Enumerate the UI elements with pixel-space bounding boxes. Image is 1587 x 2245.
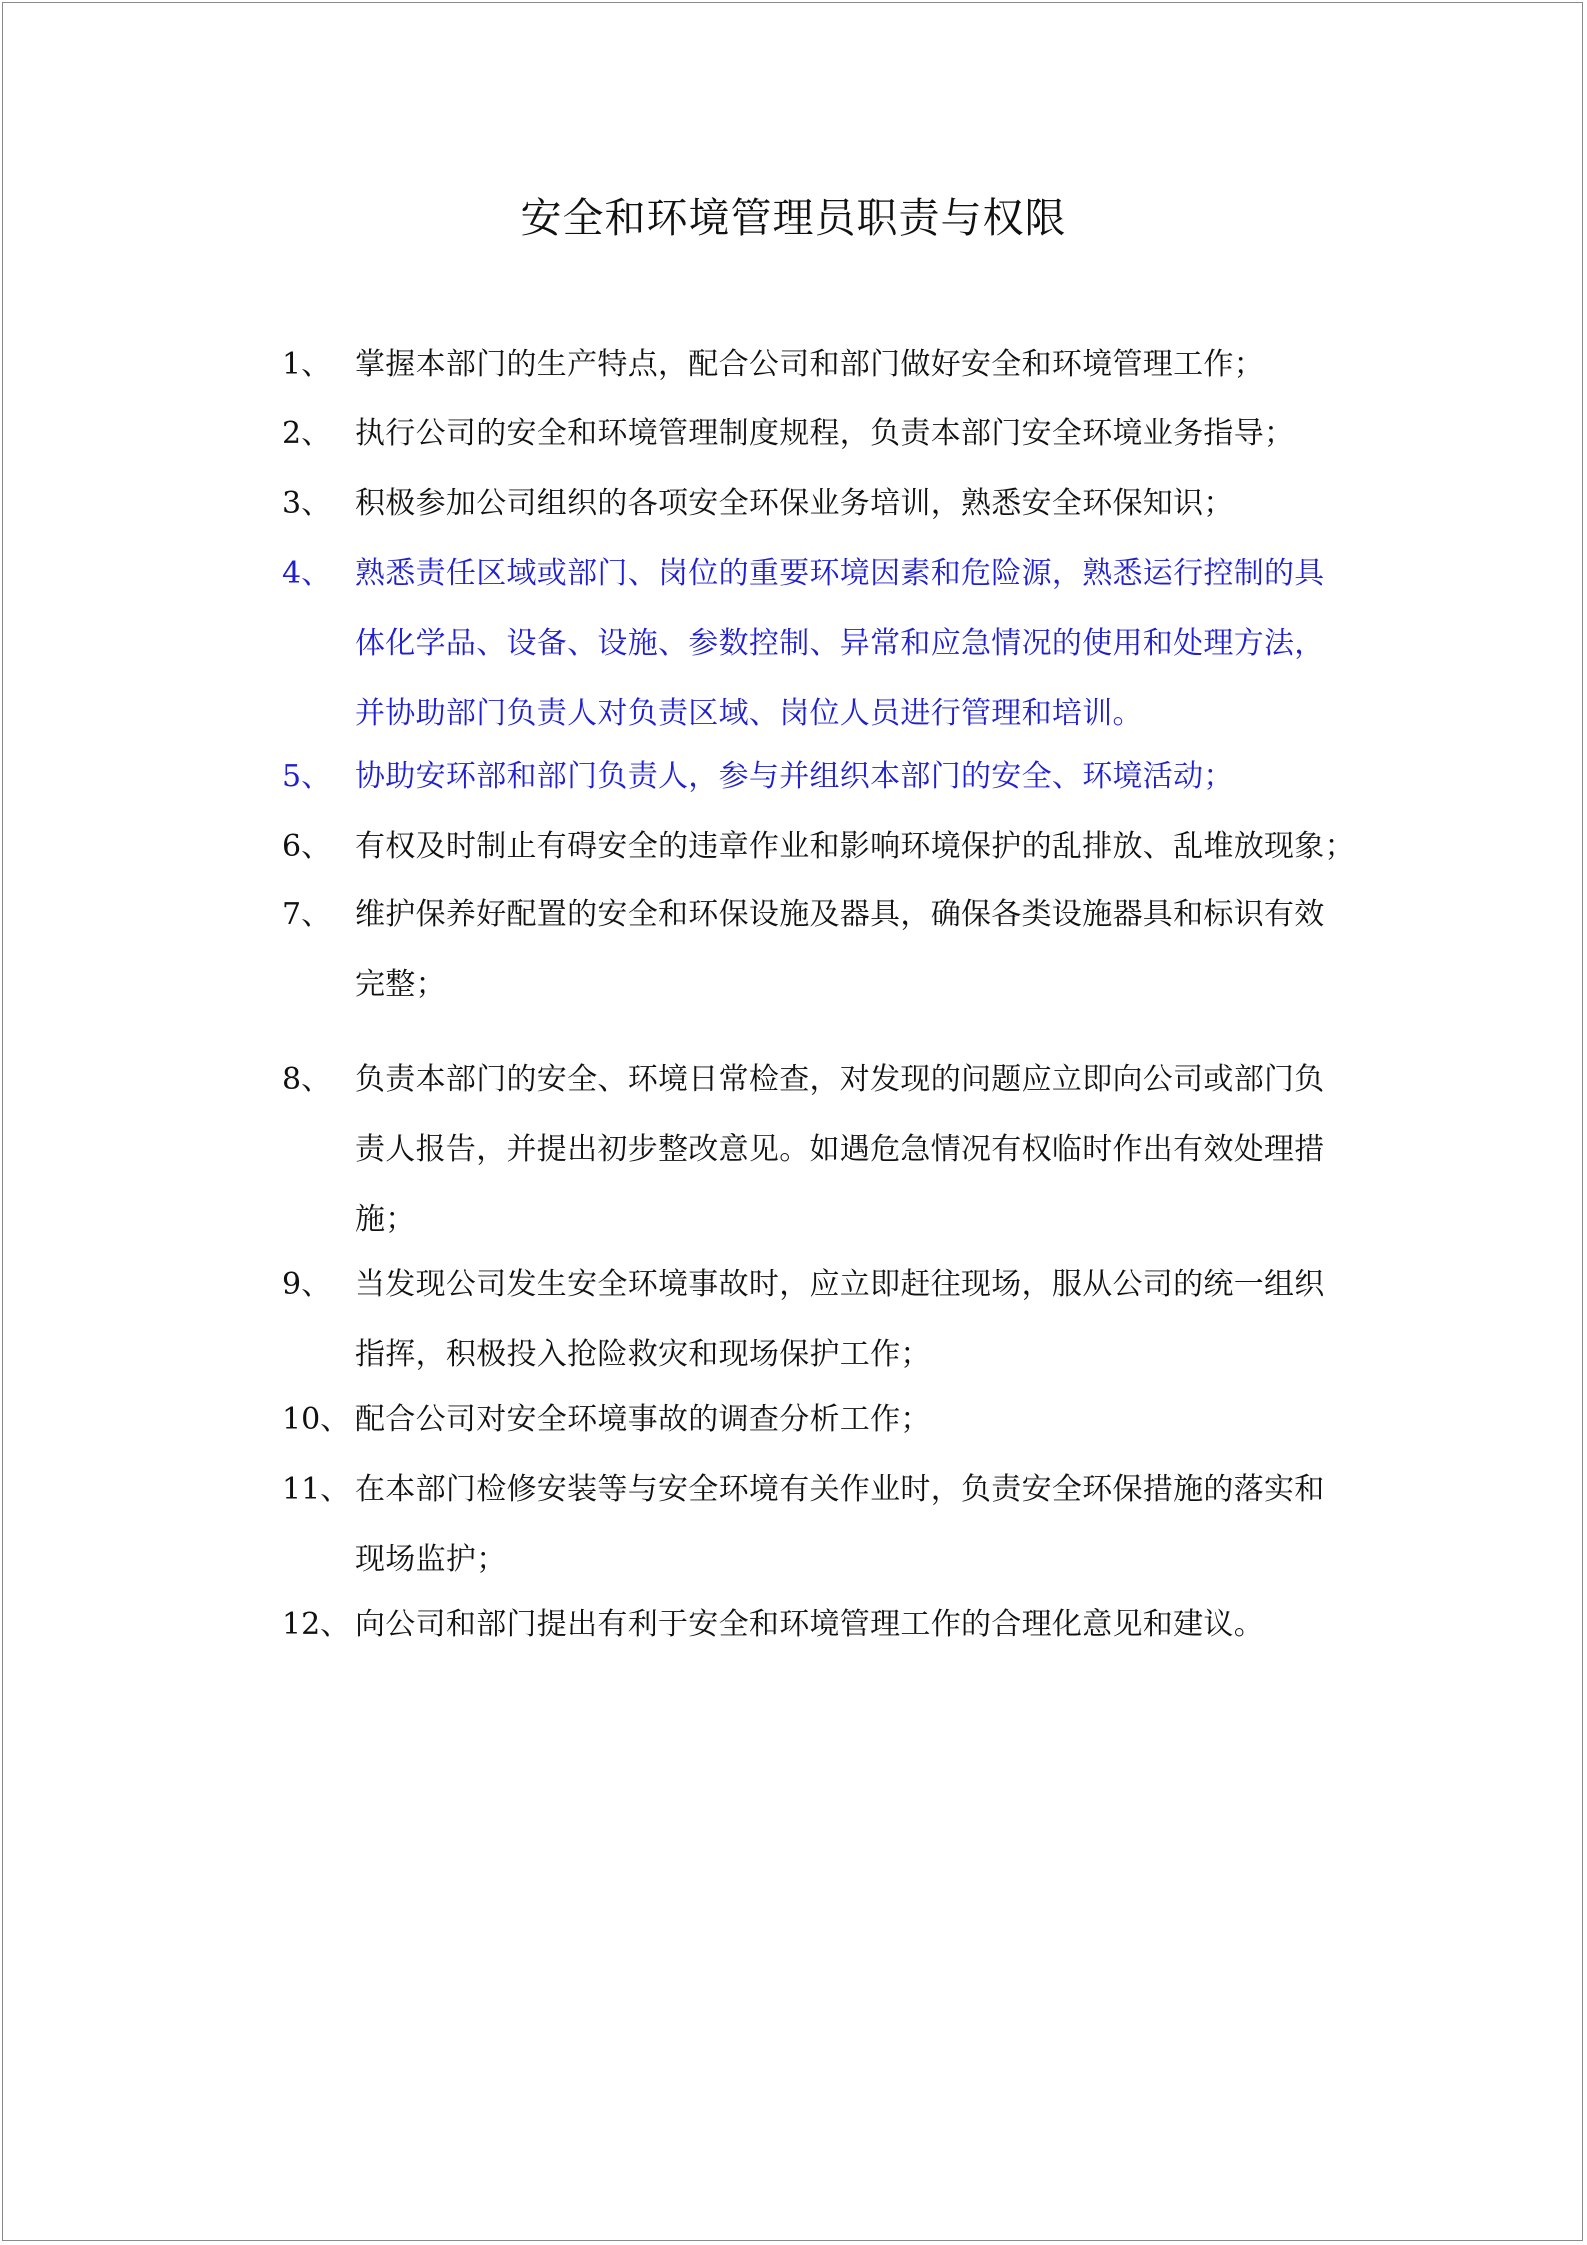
item-text-line: 当发现公司发生安全环境事故时，应立即赶往现场，服从公司的统一组织 xyxy=(355,1267,1325,1302)
item-number: 9、 xyxy=(282,1267,332,1302)
item-text-line: 在本部门检修安装等与安全环境有关作业时，负责安全环保措施的落实和 xyxy=(355,1472,1325,1507)
item-number: 4、 xyxy=(282,556,332,591)
item-text-line: 协助安环部和部门负责人，参与并组织本部门的安全、环境活动； xyxy=(355,759,1234,794)
item-number: 8、 xyxy=(282,1062,332,1097)
item-number: 11、 xyxy=(282,1472,351,1507)
item-text-line: 施； xyxy=(355,1202,416,1237)
item-text-line: 执行公司的安全和环境管理制度规程，负责本部门安全环境业务指导； xyxy=(355,416,1295,451)
page-title: 安全和环境管理员职责与权限 xyxy=(520,194,1067,242)
item-number: 3、 xyxy=(282,486,332,521)
item-text-line: 维护保养好配置的安全和环保设施及器具，确保各类设施器具和标识有效 xyxy=(355,897,1325,932)
item-text-line: 掌握本部门的生产特点，配合公司和部门做好安全和环境管理工作； xyxy=(355,347,1264,382)
item-text-line: 熟悉责任区域或部门、岗位的重要环境因素和危险源，熟悉运行控制的具 xyxy=(355,556,1325,591)
item-text-line: 指挥，积极投入抢险救灾和现场保护工作； xyxy=(355,1337,931,1372)
item-number: 1、 xyxy=(282,347,332,382)
item-number: 2、 xyxy=(282,416,332,451)
item-text-line: 有权及时制止有碍安全的违章作业和影响环境保护的乱排放、乱堆放现象； xyxy=(355,829,1355,864)
item-text-line: 向公司和部门提出有利于安全和环境管理工作的合理化意见和建议。 xyxy=(355,1607,1264,1642)
item-text-line: 积极参加公司组织的各项安全环保业务培训，熟悉安全环保知识； xyxy=(355,486,1234,521)
item-number: 5、 xyxy=(282,759,332,794)
item-text-line: 完整； xyxy=(355,967,446,1002)
item-text-line: 责人报告，并提出初步整改意见。如遇危急情况有权临时作出有效处理措 xyxy=(355,1132,1325,1167)
item-text-line: 现场监护； xyxy=(355,1542,507,1577)
item-number: 10、 xyxy=(282,1402,351,1437)
item-number: 12、 xyxy=(282,1607,351,1642)
item-number: 7、 xyxy=(282,897,332,932)
item-text-line: 配合公司对安全环境事故的调查分析工作； xyxy=(355,1402,931,1437)
item-number: 6、 xyxy=(282,829,332,864)
item-text-line: 并协助部门负责人对负责区域、岗位人员进行管理和培训。 xyxy=(355,696,1143,731)
item-text-line: 负责本部门的安全、环境日常检查，对发现的问题应立即向公司或部门负 xyxy=(355,1062,1325,1097)
item-text-line: 体化学品、设备、设施、参数控制、异常和应急情况的使用和处理方法， xyxy=(355,626,1325,661)
